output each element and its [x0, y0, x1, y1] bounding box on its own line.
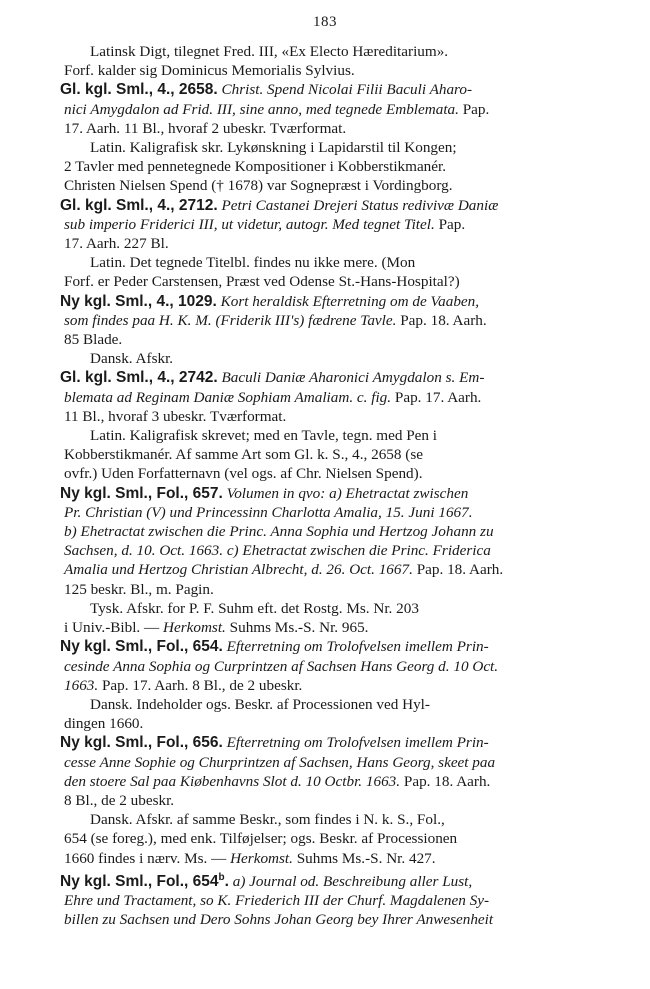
text-line	[64, 829, 604, 848]
text-span: Suhms Ms.-S. Nr. 427.	[292, 849, 436, 867]
text-line	[64, 910, 604, 929]
italic-title-text: Ehre und Tractament, so K. Friederich III der Churf. Magdalenen Sy-	[64, 892, 490, 909]
text-span: ovfr.) Uden Forfatternavn (vel ogs. af Chr. Nielsen Spend).	[64, 465, 423, 483]
text-line	[64, 407, 604, 426]
text-line	[64, 695, 604, 714]
shelfmark: b	[218, 871, 225, 883]
text-span: Suhms Ms.-S. Nr. 965.	[225, 619, 369, 637]
text-line	[64, 772, 604, 791]
text-line	[64, 330, 604, 349]
shelfmark: .	[224, 872, 229, 890]
page-number: 183	[313, 14, 337, 30]
text-line	[64, 560, 604, 579]
shelfmark: Gl. kgl. Sml., 4., 2658.	[60, 81, 218, 99]
italic-title-text: Baculi Daniæ Aharonici Amygdalon s. Em-	[221, 369, 485, 387]
text-span: Pap. 17. Aarh. 8 Bl., de 2 ubeskr.	[98, 676, 303, 694]
catalog-entry-line	[60, 637, 604, 656]
italic-title-text: Efterretning om Trolofvelsen imellem Prin-	[226, 638, 489, 656]
text-line	[64, 714, 604, 733]
text-span: 85 Blade.	[64, 331, 123, 349]
italic-title-text: Petri Castanei Drejeri Status redivivæ Daniæ	[221, 196, 499, 214]
text-line	[64, 100, 604, 119]
italic-title-text: Amalia und Hertzog Christian Albrecht, d. 26. Oct. 1667.	[64, 561, 413, 579]
text-span: Pap. 18. Aarh.	[412, 561, 504, 579]
shelfmark: Ny kgl. Sml., Fol., 654.	[60, 638, 223, 656]
text-span: 2 Tavler med pennetegnede Kompositioner i Kobberstikmanér.	[64, 158, 447, 176]
text-span: dingen 1660.	[64, 715, 144, 733]
text-line	[64, 215, 604, 234]
italic-title-text: blemata ad Reginam Daniæ Sophiam Amaliam. c. fig.	[64, 388, 392, 406]
text-span: 8 Bl., de 2 ubeskr.	[64, 791, 175, 809]
text-span: Christen Nielsen Spend († 1678) var Sognepræst i Vordingborg.	[64, 177, 453, 195]
text-line	[64, 388, 604, 407]
text-span: Dansk. Indeholder ogs. Beskr. af Processionen ved Hyl-	[90, 695, 430, 713]
text-line	[64, 464, 604, 483]
text-line	[64, 503, 604, 522]
shelfmark: Ny kgl. Sml., Fol., 657.	[60, 484, 223, 502]
text-span: Tysk. Afskr. for P. F. Suhm eft. det Rostg. Ms. Nr. 203	[90, 599, 419, 617]
text-line	[64, 810, 604, 829]
text-line	[64, 349, 604, 368]
catalog-entry-line	[60, 196, 604, 215]
text-line	[64, 176, 604, 195]
text-line	[64, 42, 604, 61]
italic-title-text: sub imperio Friderici III, ut videtur, autogr. Med tegnet Titel.	[64, 215, 435, 233]
text-span: 125 beskr. Bl., m. Pagin.	[64, 580, 214, 598]
shelfmark: Gl. kgl. Sml., 4., 2712.	[60, 196, 218, 214]
text-span: i Univ.-Bibl. —	[64, 619, 163, 637]
text-span: Dansk. Afskr.	[90, 350, 174, 368]
text-line	[64, 849, 604, 868]
italic-title-text: Pr. Christian (V) und Princessinn Charlotta Amalia, 15. Juni 1667.	[64, 503, 473, 521]
italic-title-text: billen zu Sachsen und Dero Sohns Johan Georg bey Ihrer Anwesenheit	[64, 911, 494, 929]
shelfmark: Ny kgl. Sml., Fol., 656.	[60, 734, 223, 752]
text-line	[64, 657, 604, 676]
catalog-entry-line	[60, 868, 604, 891]
text-span: Pap. 18. Aarh.	[396, 311, 487, 329]
italic-title-text: a) Journal od. Beschreibung aller Lust,	[232, 872, 473, 890]
text-span: 17. Aarh. 227 Bl.	[64, 235, 169, 253]
text-line	[64, 599, 604, 618]
italic-title-text: Sachsen, d. 10. Oct. 1663. c) Ehetractat zwischen die Princ. Friderica	[64, 542, 491, 560]
catalog-entry-line	[60, 80, 604, 99]
italic-title-text: cesse Anne Sophie og Churprintzen af Sachsen, Hans Georg, skeet paa	[64, 753, 496, 771]
shelfmark: Gl. kgl. Sml., 4., 2742.	[60, 369, 218, 387]
text-span: Latin. Kaligrafisk skr. Lykønskning i Lapidarstil til Kongen;	[90, 139, 457, 157]
text-span: Forf. er Peder Carstensen, Præst ved Odense St.-Hans-Hospital?)	[64, 273, 460, 291]
italic-title-text: den stoere Sal paa Kiøbenhavns Slot d. 10 Octbr. 1663.	[64, 772, 401, 790]
text-span: 17. Aarh. 11 Bl., hvoraf 2 ubeskr. Tværformat.	[64, 119, 347, 137]
italic-title-text: som findes paa H. K. M. (Friderik III's) fædrene Tavle.	[64, 311, 397, 329]
text-span: Dansk. Afskr. af samme Beskr., som findes i N. k. S., Fol.,	[90, 811, 445, 829]
catalog-entry-line	[60, 484, 604, 503]
text-line	[64, 676, 604, 695]
text-span: 11 Bl., hvoraf 3 ubeskr. Tværformat.	[64, 407, 287, 425]
text-line	[64, 311, 604, 330]
text-span: Forf. kalder sig Dominicus Memorialis Sylvius.	[64, 62, 355, 80]
text-span: Pap.	[434, 215, 466, 233]
text-span: Pap. 18. Aarh.	[400, 772, 491, 790]
text-line	[64, 522, 604, 541]
italic-title-text: Herkomst.	[163, 619, 226, 637]
italic-title-text: nici Amygdalon ad Frid. III, sine anno, med tegnede Emblemata.	[64, 100, 459, 118]
text-line	[64, 426, 604, 445]
text-span: Pap. 17. Aarh.	[391, 388, 482, 406]
text-line	[64, 272, 604, 291]
italic-title-text: cesinde Anna Sophia og Curprintzen af Sachsen Hans Georg d. 10 Oct.	[64, 657, 499, 675]
text-span: Latin. Det tegnede Titelbl. findes nu ikke mere. (Mon	[90, 254, 416, 272]
text-line	[64, 541, 604, 560]
text-span: Latin. Kaligrafisk skrevet; med en Tavle, tegn. med Pen i	[90, 427, 438, 445]
text-span: 654 (se foreg.), med enk. Tilføjelser; ogs. Beskr. af Processionen	[64, 830, 458, 848]
catalog-entry-line	[60, 733, 604, 752]
italic-title-text: Christ. Spend Nicolai Filii Baculi Aharo-	[221, 81, 473, 99]
text-line	[64, 157, 604, 176]
text-span: Pap.	[458, 100, 490, 118]
italic-title-text: b) Ehetractat zwischen die Princ. Anna Sophia und Hertzog Johann zu	[64, 523, 494, 541]
italic-title-text: Herkomst.	[230, 849, 293, 867]
text-line	[64, 119, 604, 138]
text-line	[64, 61, 604, 80]
text-line	[64, 253, 604, 272]
text-line	[64, 234, 604, 253]
italic-title-text: Volumen in qvo: a) Ehetractat zwischen	[226, 484, 469, 502]
text-line	[64, 891, 604, 910]
italic-title-text: 1663.	[64, 676, 99, 694]
text-line	[64, 618, 604, 637]
italic-title-text: Kort heraldisk Efterretning om de Vaaben,	[220, 292, 480, 310]
text-span: Latinsk Digt, tilegnet Fred. III, «Ex Electo Hæreditarium».	[90, 43, 449, 60]
shelfmark: Ny kgl. Sml., Fol., 654	[60, 872, 219, 890]
text-span: Kobberstikmanér. Af samme Art som Gl. k. S., 4., 2658 (se	[64, 446, 423, 464]
text-line	[64, 791, 604, 810]
italic-title-text: Efterretning om Trolofvelsen imellem Prin-	[226, 734, 489, 752]
shelfmark: Ny kgl. Sml., 4., 1029.	[60, 292, 217, 310]
catalog-entry-line	[60, 368, 604, 387]
catalog-entry-line	[60, 292, 604, 311]
text-line	[64, 580, 604, 599]
text-line	[64, 445, 604, 464]
text-line	[64, 138, 604, 157]
catalog-body-text	[60, 42, 604, 929]
text-span: 1660 findes i nærv. Ms. —	[64, 849, 231, 867]
text-line	[64, 753, 604, 772]
